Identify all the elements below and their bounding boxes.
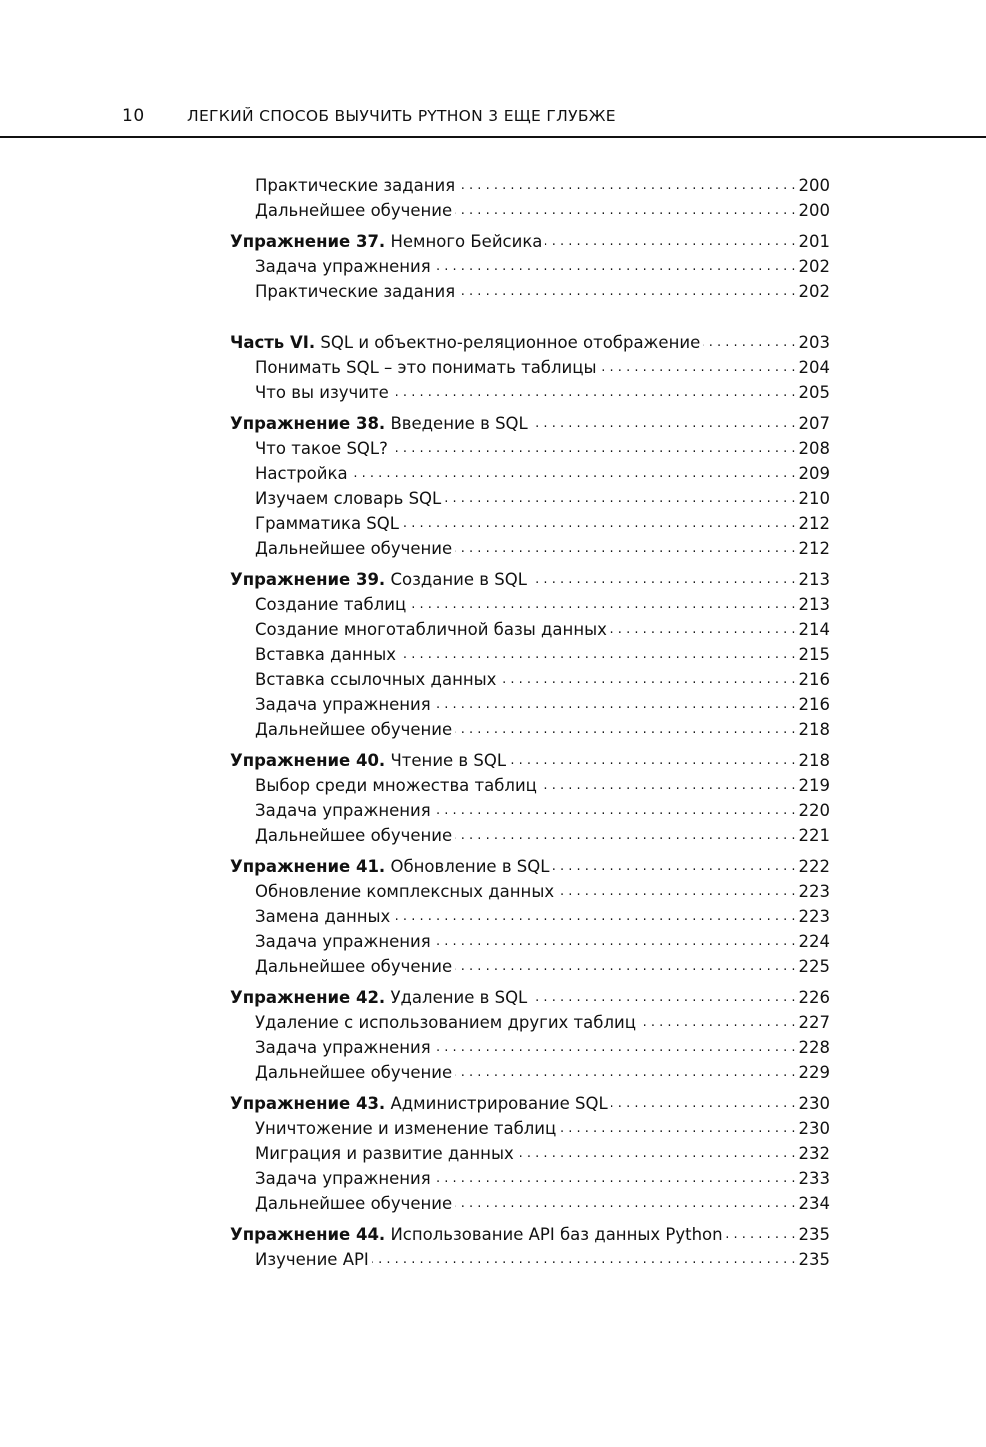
toc-entry-page: 208 <box>798 439 830 458</box>
toc-entry-label: Дальнейшее обучение <box>255 720 453 739</box>
toc-heading-entry[interactable] <box>230 1222 830 1247</box>
toc-entry-page: 200 <box>798 201 830 220</box>
toc-entry-page: 234 <box>798 1194 830 1213</box>
toc-heading-page: 230 <box>798 1094 830 1113</box>
toc-heading-prefix: Упражнение 39. <box>230 570 386 589</box>
toc-entry[interactable] <box>230 642 830 667</box>
toc-entry-label: Замена данных <box>255 907 391 926</box>
toc-entry-label: Дальнейшее обучение <box>255 539 453 558</box>
leader-dots <box>434 692 796 717</box>
toc-exercise-38 <box>230 411 830 561</box>
toc-heading-label <box>230 229 542 254</box>
leader-dots <box>552 854 795 879</box>
leader-dots <box>455 823 795 848</box>
toc-entry[interactable] <box>230 954 830 979</box>
toc-heading-title: Удаление в SQL <box>390 988 528 1007</box>
toc-entry[interactable] <box>230 486 830 511</box>
toc-heading-label <box>230 985 527 1010</box>
toc-exercise-44 <box>230 1222 830 1272</box>
leader-dots <box>455 1060 795 1085</box>
toc-entry-page: 216 <box>798 695 830 714</box>
toc-entry-page: 223 <box>798 882 830 901</box>
toc-entry[interactable] <box>230 879 830 904</box>
toc-entry-label: Практические задания <box>255 176 456 195</box>
toc-entry[interactable] <box>230 1060 830 1085</box>
toc-heading-prefix: Упражнение 41. <box>230 857 386 876</box>
toc-heading-title: Создание в SQL <box>390 570 527 589</box>
toc-entry-page: 232 <box>798 1144 830 1163</box>
toc-heading-page: 218 <box>798 751 830 770</box>
toc-entry[interactable] <box>230 436 830 461</box>
toc-entry[interactable] <box>230 1035 830 1060</box>
toc-entry[interactable] <box>230 254 830 279</box>
toc-entry-page: 215 <box>798 645 830 664</box>
toc-entry-page: 214 <box>798 620 830 639</box>
toc-entry[interactable] <box>230 173 830 198</box>
toc-heading-entry[interactable] <box>230 854 830 879</box>
leader-dots <box>434 1166 796 1191</box>
toc-heading-entry[interactable] <box>230 567 830 592</box>
toc-entry-label: Создание многотабличной базы данных <box>255 620 607 639</box>
toc-heading-title: Чтение в SQL <box>390 751 507 770</box>
leader-dots <box>455 1191 795 1216</box>
leader-dots <box>402 511 796 536</box>
toc-entry-page: 220 <box>798 801 830 820</box>
toc-entry-label: Задача упражнения <box>255 695 431 714</box>
leader-dots <box>530 985 795 1010</box>
toc-exercise-40 <box>230 748 830 848</box>
toc-heading-prefix: Часть VI. <box>230 333 316 352</box>
leader-dots <box>409 592 795 617</box>
leader-dots <box>444 486 795 511</box>
toc-entry-label: Грамматика SQL <box>255 514 399 533</box>
toc-entry[interactable] <box>230 904 830 929</box>
toc-entry[interactable] <box>230 823 830 848</box>
toc-entry[interactable] <box>230 279 830 304</box>
toc-entry-label: Создание таблиц <box>255 595 407 614</box>
toc-entry[interactable] <box>230 798 830 823</box>
toc-entry-page: 230 <box>798 1119 830 1138</box>
toc-entry-label: Задача упражнения <box>255 1038 431 1057</box>
toc-entry-page: 227 <box>798 1013 830 1032</box>
part-spacer <box>230 310 830 330</box>
toc-heading-title: Немного Бейсика <box>390 232 543 251</box>
toc-entry-page: 235 <box>798 1250 830 1269</box>
toc-entry-page: 200 <box>798 176 830 195</box>
toc-entry[interactable] <box>230 1010 830 1035</box>
leader-dots <box>545 229 795 254</box>
toc-heading-title: Использование API баз данных Python <box>390 1225 723 1244</box>
toc-entry-page: 210 <box>798 489 830 508</box>
toc-heading-entry[interactable] <box>230 1091 830 1116</box>
running-header <box>0 102 986 138</box>
leader-dots <box>530 567 796 592</box>
toc-exercise-43 <box>230 1091 830 1216</box>
toc-heading-prefix: Упражнение 38. <box>230 414 386 433</box>
leader-dots <box>372 1247 796 1272</box>
leader-dots <box>455 954 795 979</box>
toc-entry-page: 224 <box>798 932 830 951</box>
leader-dots <box>351 461 796 486</box>
toc-heading-page: 207 <box>798 414 830 433</box>
toc-entry-label: Изучение API <box>255 1250 369 1269</box>
toc-heading-page: 235 <box>798 1225 830 1244</box>
toc-entry[interactable] <box>230 717 830 742</box>
toc-entry-page: 233 <box>798 1169 830 1188</box>
toc-entry-page: 212 <box>798 539 830 558</box>
toc-entry[interactable] <box>230 592 830 617</box>
toc-entry-page: 213 <box>798 595 830 614</box>
leader-dots <box>639 1010 796 1035</box>
toc-entry-page: 225 <box>798 957 830 976</box>
toc-heading-entry[interactable] <box>230 748 830 773</box>
toc-entry[interactable] <box>230 1116 830 1141</box>
toc-heading-title: Введение в SQL <box>390 414 528 433</box>
toc-exercise-41 <box>230 854 830 979</box>
leader-dots <box>455 717 795 742</box>
toc-exercise-42 <box>230 985 830 1085</box>
toc-heading-title: Обновление в SQL <box>390 857 550 876</box>
toc-entry-page: 205 <box>798 383 830 402</box>
toc-heading-page: 203 <box>798 333 830 352</box>
toc-entry-label: Вставка данных <box>255 645 397 664</box>
toc-heading-prefix: Упражнение 40. <box>230 751 386 770</box>
toc-entry-page: 209 <box>798 464 830 483</box>
leader-dots <box>726 1222 796 1247</box>
leader-dots <box>393 904 795 929</box>
toc-heading-label <box>230 854 549 879</box>
toc-heading-label <box>230 748 506 773</box>
toc-heading-prefix: Упражнение 44. <box>230 1225 386 1244</box>
toc-entry-label: Задача упражнения <box>255 257 431 276</box>
toc-entry[interactable] <box>230 355 830 380</box>
toc-heading-page: 226 <box>798 988 830 1007</box>
toc-entry-label: Дальнейшее обучение <box>255 826 453 845</box>
toc-entry[interactable] <box>230 773 830 798</box>
toc-entry[interactable] <box>230 536 830 561</box>
toc-entry-label: Удаление с использованием других таблиц <box>255 1013 636 1032</box>
toc-heading-prefix: Упражнение 42. <box>230 988 386 1007</box>
toc-entry[interactable] <box>230 511 830 536</box>
toc-entry-label: Задача упражнения <box>255 1169 431 1188</box>
toc-entry-label: Обновление комплексных данных <box>255 882 555 901</box>
toc-entry-page: 204 <box>798 358 830 377</box>
toc-heading-label <box>230 411 528 436</box>
toc-entry-label: Дальнейшее обучение <box>255 1194 453 1213</box>
leader-dots <box>455 198 795 223</box>
toc-heading-page: 213 <box>798 570 830 589</box>
toc-entry-label: Понимать SQL – это понимать таблицы <box>255 358 597 377</box>
toc-entry-label: Выбор среди множества таблиц <box>255 776 537 795</box>
running-title: ЛЕГКИЙ СПОСОБ ВЫУЧИТЬ PYTHON 3 ЕЩЕ ГЛУБЖЕ <box>187 107 616 125</box>
leader-dots <box>458 173 795 198</box>
toc-entry-page: 223 <box>798 907 830 926</box>
toc-entry-label: Миграция и развитие данных <box>255 1144 514 1163</box>
leader-dots <box>559 1116 795 1141</box>
toc-heading-entry[interactable] <box>230 411 830 436</box>
toc-entry-page: 202 <box>798 257 830 276</box>
toc-heading-label <box>230 567 527 592</box>
leader-dots <box>600 355 796 380</box>
toc-entry-label: Дальнейшее обучение <box>255 201 453 220</box>
leader-dots <box>434 254 796 279</box>
page-number: 10 <box>122 106 145 126</box>
toc-entry-label: Задача упражнения <box>255 801 431 820</box>
toc-entry-page: 228 <box>798 1038 830 1057</box>
toc-entry-page: 221 <box>798 826 830 845</box>
leader-dots <box>391 436 796 461</box>
toc-entry[interactable] <box>230 667 830 692</box>
leader-dots <box>509 748 795 773</box>
toc-entry-label: Что такое SQL? <box>255 439 388 458</box>
leader-dots <box>610 617 796 642</box>
toc-entry-label: Задача упражнения <box>255 932 431 951</box>
toc-part-6 <box>230 330 830 405</box>
toc-entry-page: 229 <box>798 1063 830 1082</box>
toc-entry-page: 202 <box>798 282 830 301</box>
toc-entry-page: 212 <box>798 514 830 533</box>
toc-heading-label <box>230 1222 723 1247</box>
leader-dots <box>499 667 795 692</box>
leader-dots <box>458 279 795 304</box>
leader-dots <box>557 879 795 904</box>
leader-dots <box>392 380 796 405</box>
toc-entry[interactable] <box>230 1166 830 1191</box>
toc-entry[interactable] <box>230 617 830 642</box>
leader-dots <box>434 929 796 954</box>
toc-entry[interactable] <box>230 380 830 405</box>
leader-dots <box>434 1035 796 1060</box>
toc-exercise-39 <box>230 567 830 742</box>
toc-entry-label: Что вы изучите <box>255 383 389 402</box>
toc-entry[interactable] <box>230 1141 830 1166</box>
toc-exercise-37 <box>230 229 830 304</box>
toc-entry-page: 219 <box>798 776 830 795</box>
table-of-contents <box>230 173 830 1278</box>
leader-dots <box>703 330 795 355</box>
toc-entry-label: Настройка <box>255 464 348 483</box>
toc-entry-label: Дальнейшее обучение <box>255 1063 453 1082</box>
toc-heading-label <box>230 1091 608 1116</box>
toc-heading-entry[interactable] <box>230 229 830 254</box>
toc-entry[interactable] <box>230 1191 830 1216</box>
toc-heading-entry[interactable] <box>230 330 830 355</box>
toc-entry-page: 218 <box>798 720 830 739</box>
leader-dots <box>531 411 796 436</box>
leader-dots <box>434 798 796 823</box>
toc-entry-label: Изучаем словарь SQL <box>255 489 442 508</box>
toc-entry[interactable] <box>230 929 830 954</box>
toc-entry-label: Практические задания <box>255 282 456 301</box>
toc-entry[interactable] <box>230 1247 830 1272</box>
leader-dots <box>517 1141 796 1166</box>
toc-heading-entry[interactable] <box>230 985 830 1010</box>
toc-entry-label: Дальнейшее обучение <box>255 957 453 976</box>
toc-entry-label: Вставка ссылочных данных <box>255 670 497 689</box>
toc-heading-page: 201 <box>798 232 830 251</box>
toc-heading-label <box>230 330 700 355</box>
toc-heading-prefix: Упражнение 37. <box>230 232 386 251</box>
leader-dots <box>540 773 796 798</box>
toc-heading-prefix: Упражнение 43. <box>230 1094 386 1113</box>
toc-heading-page: 222 <box>798 857 830 876</box>
toc-entry-page: 216 <box>798 670 830 689</box>
toc-entry[interactable] <box>230 692 830 717</box>
toc-lead-block <box>230 173 830 223</box>
toc-entry[interactable] <box>230 461 830 486</box>
leader-dots <box>611 1091 796 1116</box>
toc-entry[interactable] <box>230 198 830 223</box>
toc-heading-title: SQL и объектно-реляционное отображение <box>320 333 701 352</box>
toc-entry-label: Уничтожение и изменение таблиц <box>255 1119 557 1138</box>
leader-dots <box>455 536 795 561</box>
leader-dots <box>399 642 795 667</box>
toc-heading-title: Администрирование SQL <box>390 1094 608 1113</box>
